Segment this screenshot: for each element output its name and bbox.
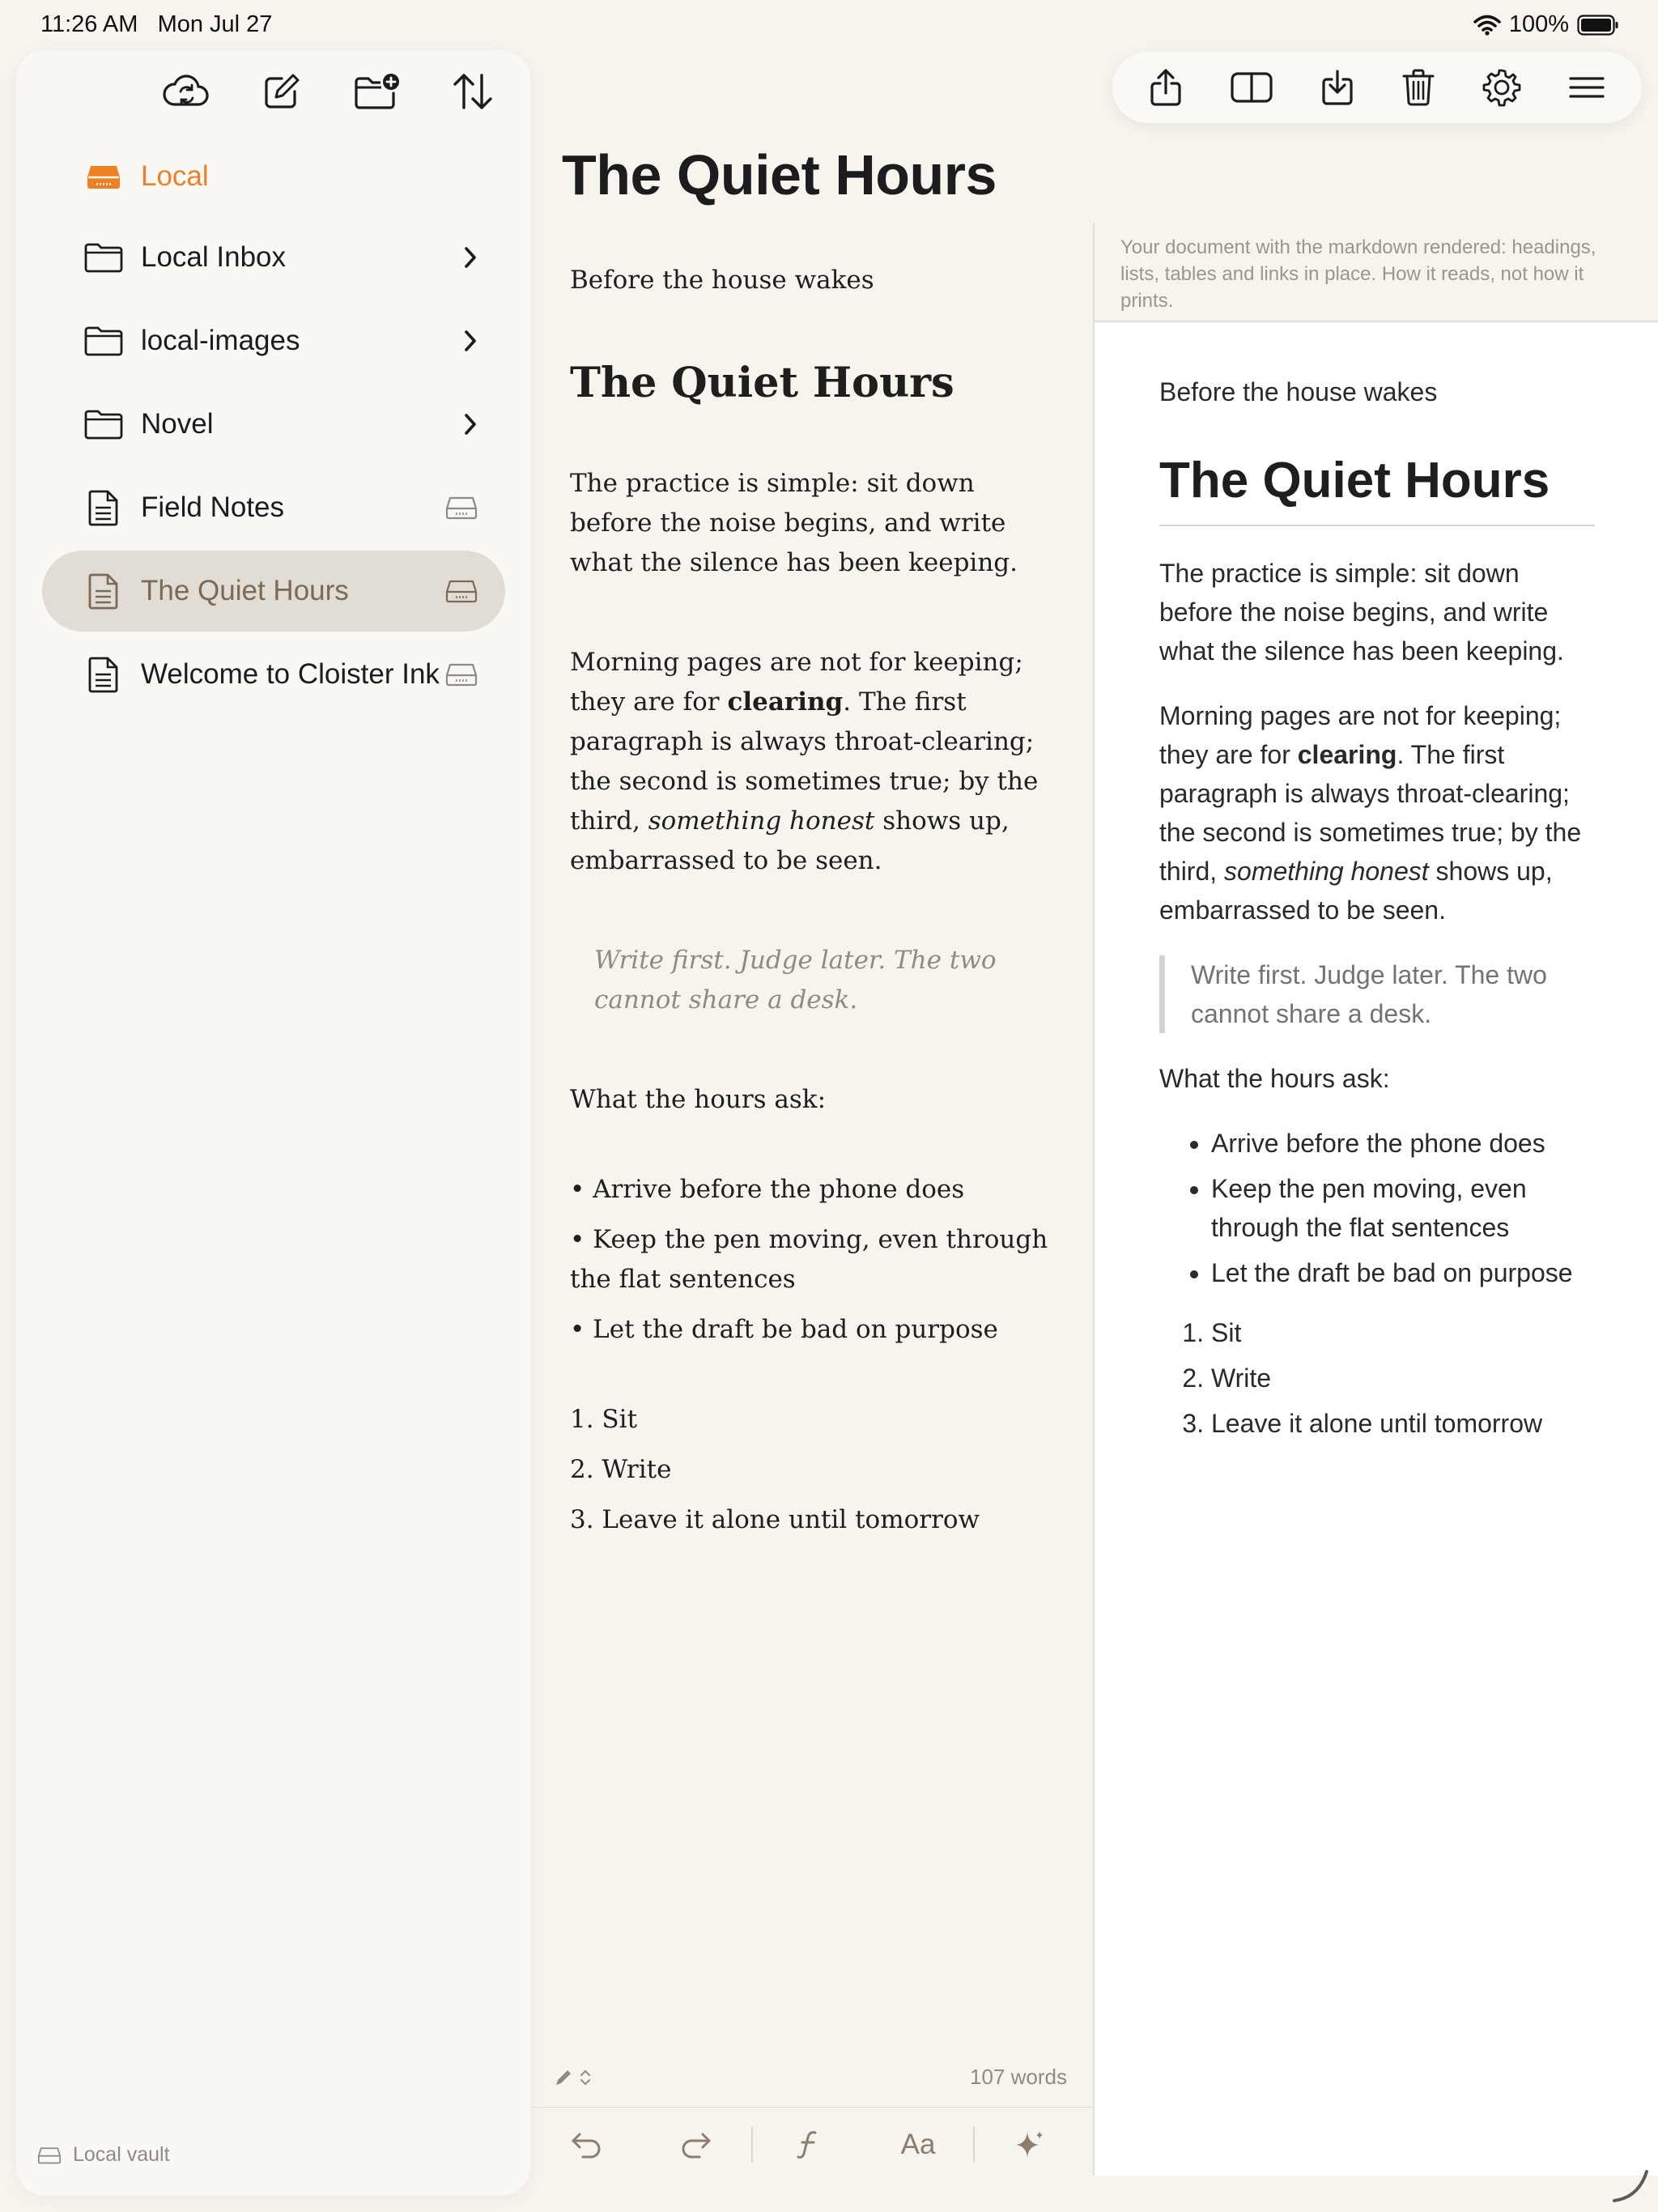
editor-numbered-list [570, 1400, 1064, 1540]
chevron-up-down-icon [580, 2068, 591, 2087]
list-item: 2. Write [1211, 1359, 1595, 1397]
preview-pane [1093, 0, 1658, 2212]
drive-icon [445, 662, 478, 687]
preview-toolbar [1112, 52, 1642, 123]
sidebar-item-label: The Quiet Hours [141, 575, 349, 606]
text-run: shows up, embarrassed to be seen. [1159, 857, 1553, 925]
italic-text: something honest [648, 806, 875, 836]
text-run: Morning pages are not for keeping; they are for [570, 648, 1023, 717]
list-item: • Keep the pen moving, even through the flat sentences [570, 1225, 1048, 1294]
preview-hint: Your document with the markdown rendered: headings, lists, tables and links in place. How it reads, not how it prints. [1095, 223, 1658, 322]
preview-numbered-list [1159, 1313, 1595, 1443]
folder-icon [81, 241, 126, 274]
list-item: • Arrive before the phone does [1211, 1124, 1595, 1163]
trash-icon[interactable] [1401, 68, 1435, 107]
text-run: . The first paragraph is always throat-clearing; the second is sometimes true; by the third, [1159, 740, 1582, 886]
cloud-sync-icon[interactable] [161, 66, 211, 117]
sidebar-item-welcome[interactable] [42, 634, 505, 715]
rendered-document[interactable] [1095, 322, 1658, 2176]
editor-paragraph: What the hours ask: [570, 1085, 827, 1114]
share-icon[interactable] [1149, 67, 1183, 108]
document-title[interactable]: The Quiet Hours [562, 143, 997, 206]
list-item: 1. Sit [570, 1405, 638, 1434]
resize-handle-icon[interactable] [1611, 2165, 1650, 2204]
split-view-icon[interactable] [1230, 70, 1273, 104]
editor-pane [531, 0, 1093, 2212]
list-item: 3. Leave it alone until tomorrow [570, 1505, 980, 1534]
menu-icon[interactable] [1568, 74, 1605, 100]
compose-icon[interactable] [257, 66, 307, 117]
list-item: • Keep the pen moving, even through the flat sentences [1211, 1169, 1595, 1247]
status-bar-time [40, 11, 272, 38]
edit-mode-toggle[interactable] [554, 2068, 591, 2087]
new-folder-icon[interactable] [352, 66, 402, 117]
redo-icon[interactable] [641, 2108, 751, 2182]
font-icon[interactable]: Aa [900, 2128, 936, 2160]
undo-icon[interactable] [531, 2108, 641, 2182]
editor-text-area[interactable] [570, 261, 1064, 1540]
vault-footer[interactable] [37, 2143, 170, 2167]
sidebar-item-field-notes[interactable] [42, 467, 505, 548]
list-item: 2. Write [570, 1455, 672, 1484]
bold-text: clearing [1297, 740, 1397, 769]
sidebar-section-local[interactable] [42, 136, 505, 217]
sidebar-item-label: Welcome to Cloister Ink [141, 658, 440, 690]
editor-blockquote: Write first. Judge later. The two cannot share a desk. [594, 946, 997, 1015]
status-date: Mon Jul 27 [157, 11, 273, 37]
drive-icon [445, 496, 478, 520]
text-run: . The first paragraph is always throat-clearing; the second is sometimes true; by the third, [570, 687, 1039, 836]
sidebar-item-novel[interactable] [42, 384, 505, 465]
document-icon [81, 488, 126, 527]
pencil-icon [554, 2068, 573, 2087]
sidebar-item-the-quiet-hours[interactable] [42, 551, 505, 632]
sidebar-item-label: local-images [141, 325, 300, 356]
sort-icon[interactable] [448, 66, 498, 117]
sidebar-toolbar [161, 66, 498, 117]
chevron-right-icon [463, 329, 478, 353]
drive-icon [37, 2146, 62, 2164]
text-run: Morning pages are not for keeping; they are for [1159, 701, 1562, 769]
preview-paragraph: What the hours ask: [1159, 1064, 1390, 1093]
sidebar-item-local-images[interactable] [42, 300, 505, 381]
status-time: 11:26 AM [40, 11, 138, 37]
sidebar-item-local-inbox[interactable] [42, 217, 505, 298]
list-item: • Arrive before the phone does [570, 1175, 965, 1204]
sidebar-item-label: Local Inbox [141, 241, 287, 273]
download-icon[interactable] [1320, 68, 1354, 107]
chevron-right-icon [463, 412, 478, 436]
editor-intro: Before the house wakes [570, 266, 874, 295]
sidebar-item-label: Novel [141, 408, 214, 440]
sparkle-icon[interactable] [975, 2108, 1085, 2182]
folder-icon [81, 408, 126, 440]
folder-icon [81, 325, 126, 357]
word-count: 107 words [970, 2065, 1067, 2089]
editor-bottom-toolbar [531, 2107, 1093, 2181]
sidebar-section-label: Local [141, 160, 209, 192]
preview-paragraph [1159, 696, 1595, 929]
preview-heading: The Quiet Hours [1159, 452, 1595, 526]
italic-text: something honest [1224, 857, 1429, 886]
vault-label: Local vault [73, 2143, 170, 2166]
rendered-preview-panel [1093, 223, 1658, 2176]
chevron-right-icon [463, 245, 478, 270]
document-icon [81, 655, 126, 694]
bold-text: clearing [727, 687, 844, 717]
text-run: shows up, embarrassed to be seen. [570, 806, 1010, 875]
document-icon [81, 572, 126, 610]
preview-intro: Before the house wakes [1159, 377, 1438, 406]
sidebar-item-label: Field Notes [141, 491, 285, 523]
preview-blockquote: Write first. Judge later. The two cannot share a desk. [1159, 955, 1595, 1033]
list-item: • Let the draft be bad on purpose [570, 1315, 998, 1344]
drive-icon [81, 164, 126, 189]
list-item: 3. Leave it alone until tomorrow [1211, 1404, 1595, 1443]
list-item: 1. Sit [1211, 1313, 1595, 1352]
editor-bullet-list [570, 1170, 1064, 1350]
editor-paragraph [570, 643, 1064, 881]
editor-paragraph: The practice is simple: sit down before the noise begins, and write what the silence has been keeping. [570, 469, 1018, 577]
drive-icon [445, 579, 478, 603]
preview-paragraph: The practice is simple: sit down before the noise begins, and write what the silence has been keeping. [1159, 559, 1564, 666]
editor-heading: The Quiet Hours [570, 359, 954, 407]
sidebar [16, 50, 530, 2196]
preview-bullet-list [1159, 1124, 1595, 1292]
settings-icon[interactable] [1482, 68, 1521, 107]
battery-percent: 100% [1508, 11, 1569, 37]
editor-status-row [554, 2065, 1067, 2090]
list-item: • Let the draft be bad on purpose [1211, 1253, 1595, 1292]
function-icon[interactable] [753, 2108, 863, 2182]
